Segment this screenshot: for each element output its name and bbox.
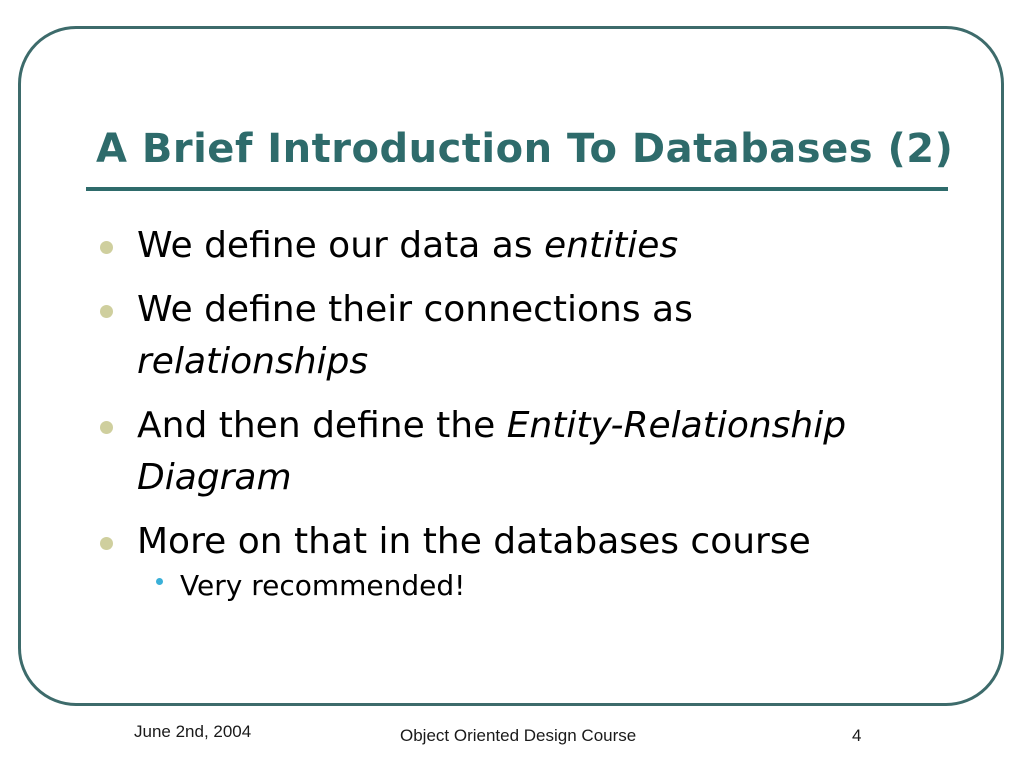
sub-bullet-text: Very recommended! [180, 569, 466, 602]
footer-date: June 2nd, 2004 [134, 722, 252, 741]
bullet-dot-icon [100, 537, 113, 550]
bullet-text: And then define the [137, 405, 507, 446]
bullet-text: More on that in the databases course [137, 521, 811, 562]
sub-bullet-item-1 [100, 568, 970, 604]
title-underline [86, 187, 948, 191]
bullet-item-4 [100, 516, 970, 568]
bullet-dot-icon [100, 421, 113, 434]
bullet-emphasis: entities [544, 225, 679, 266]
bullet-item-1 [100, 220, 970, 272]
bullet-item-3 [100, 400, 970, 504]
bullet-emphasis: Entity-Relationship Diagram [137, 405, 847, 498]
bullet-text: We define our data as [137, 225, 545, 266]
bullet-dot-icon [100, 241, 113, 254]
slide-title: A Brief Introduction To Databases (2) [96, 126, 954, 172]
bullet-item-2 [100, 284, 970, 388]
sub-bullet-dot-icon [156, 578, 163, 585]
bullet-dot-icon [100, 305, 113, 318]
bullet-emphasis: relationships [137, 341, 369, 382]
bullet-list [100, 220, 970, 604]
footer-page-number: 4 [852, 726, 862, 745]
footer-course: Object Oriented Design Course [400, 726, 637, 745]
bullet-text: We define their connections as [137, 289, 693, 330]
